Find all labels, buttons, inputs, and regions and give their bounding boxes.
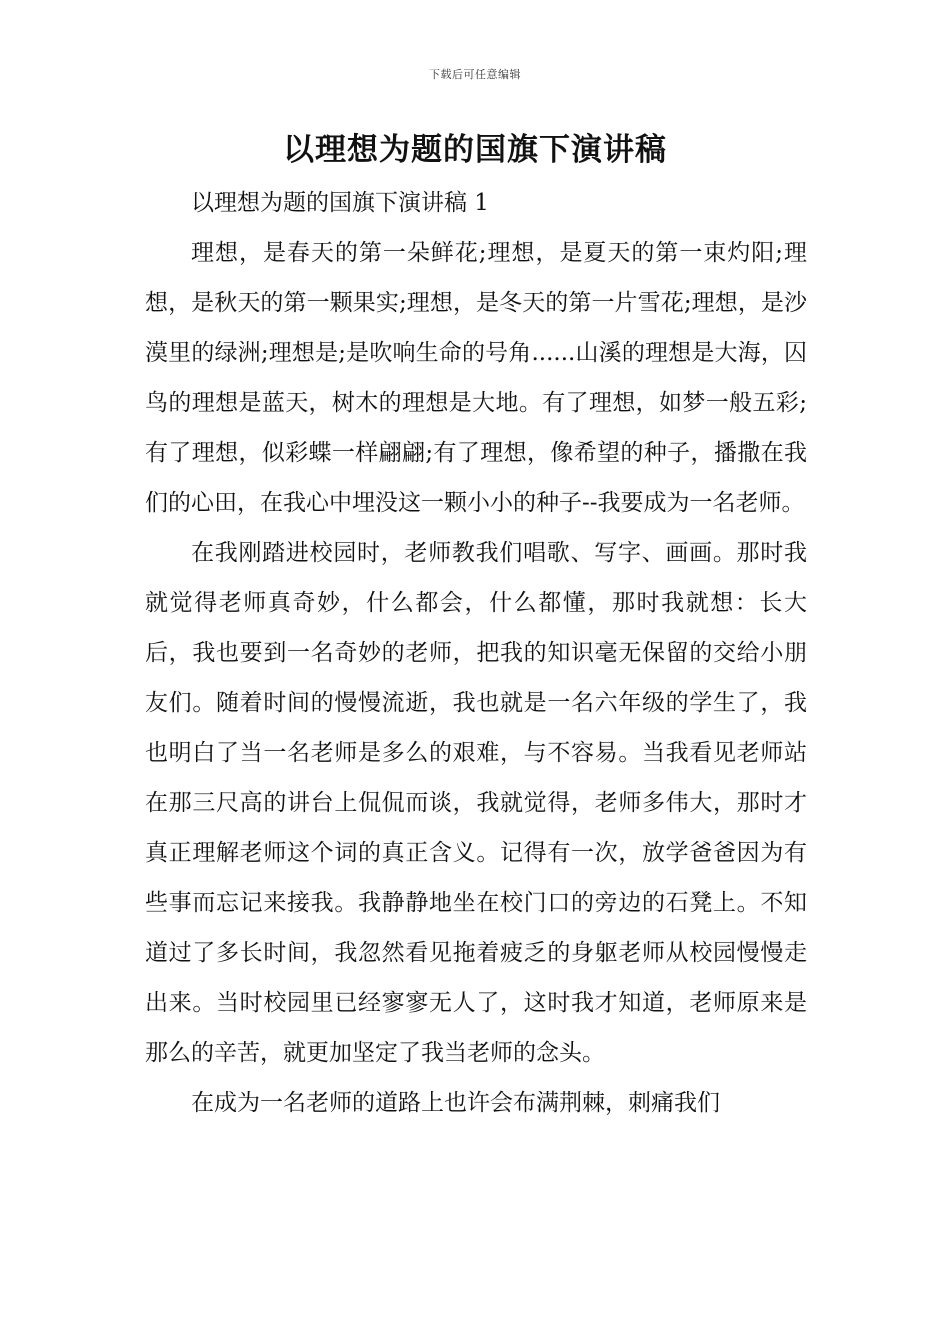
document-subtitle: 以理想为题的国旗下演讲稿 1 [191, 190, 489, 216]
paragraph-3: 在成为一名老师的道路上也许会布满荆棘，刺痛我们 [191, 1090, 720, 1116]
document-title: 以理想为题的国旗下演讲稿 [283, 132, 667, 168]
paragraph-2: 在我刚踏进校园时，老师教我们唱歌、写字、画画。那时我就觉得老师真奇妙，什么都会，什么都懂，那时我就想：长大后，我也要到一名奇妙的老师，把我的知识毫无保留的交给小朋友们。随着时间的慢慢流逝，我也就是一名六年级的学生了，我也明白了当一名老师是多么的艰难，与不容易。当我看见老师站在那三尺高的讲台上侃侃而谈，我就觉得，老师多伟大，那时才真正理解老师这个词的真正含义。记得有一次，放学爸爸因为有些事而忘记来接我。我静静地坐在校门口的旁边的石凳上。不知道过了多长时间，我忽然看见拖着疲乏的身躯老师从校园慢慢走出来。当时校园里已经寥寥无人了，这时我才知道，老师原来是那么的辛苦，就更加坚定了我当老师的念头。 [145, 540, 807, 1066]
page-header: 下载后可任意编辑 [429, 68, 521, 81]
paragraph-1: 理想，是春天的第一朵鲜花;理想，是夏天的第一束灼阳;理想，是秋天的第一颗果实;理想，是冬天的第一片雪花;理想，是沙漠里的绿洲;理想是;是吹响生命的号角......山溪的理想是大海，囚鸟的理想是蓝天，树木的理想是大地。有了理想，如梦一般五彩;有了理想，似彩蝶一样翩翩;有了理想，像希望的种子，播撒在我们的心田，在我心中埋没这一颗小小的种子--我要成为一名老师。 [145, 240, 807, 516]
document-body [145, 178, 807, 1128]
